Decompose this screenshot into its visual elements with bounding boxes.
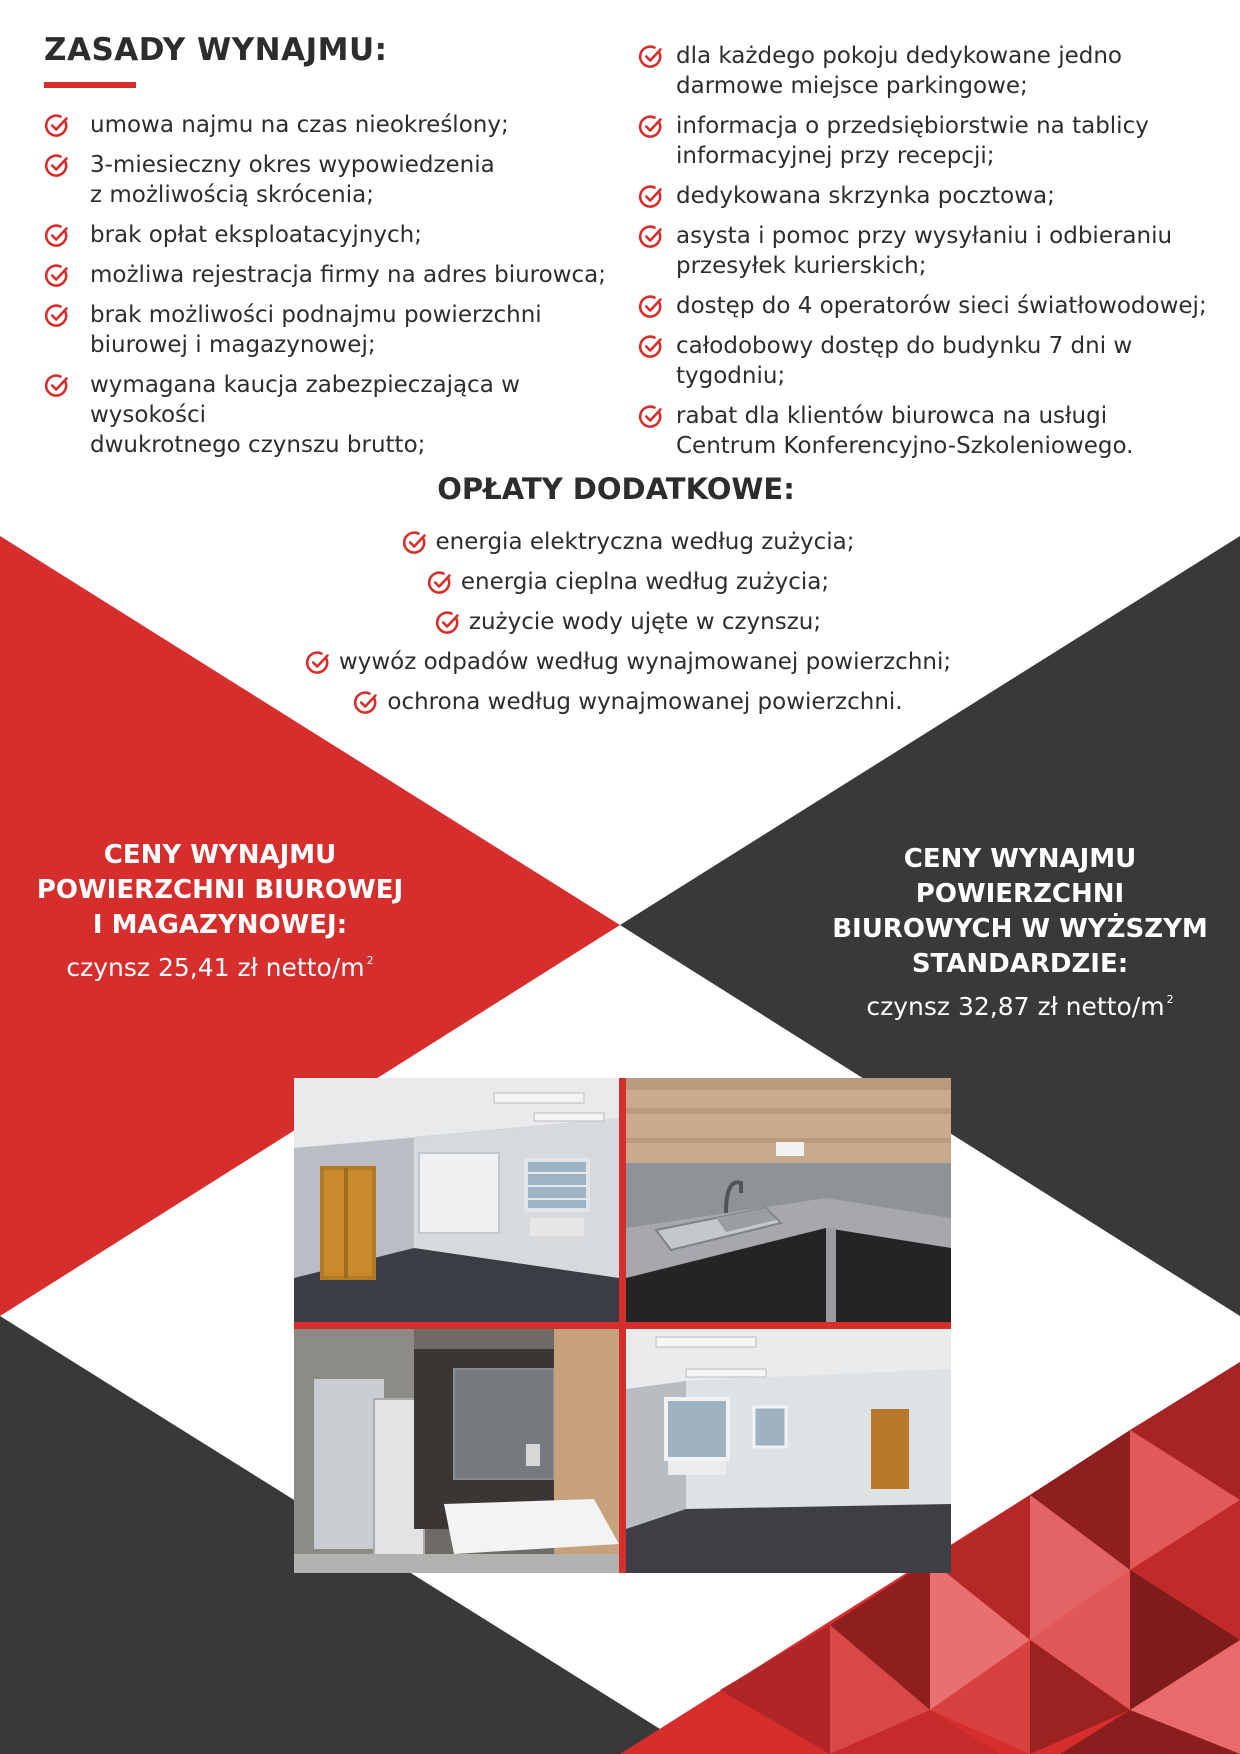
price-box-office-warehouse <box>10 838 430 986</box>
rent-label: czynsz 32,87 zł netto/m <box>866 992 1165 1021</box>
checklist-item <box>44 150 624 210</box>
price-rent-premium-office <box>810 982 1230 1025</box>
checklist-item <box>638 291 1238 321</box>
checklist-item <box>638 41 1238 101</box>
checklist-item-text: możliwa rejestracja firmy na adres biurowca; <box>90 262 607 288</box>
check-circle-icon <box>44 263 70 289</box>
checklist-item <box>638 221 1238 281</box>
title-underline <box>44 82 136 88</box>
unit-superscript: 2 <box>1166 993 1174 1006</box>
check-circle-icon <box>44 373 70 399</box>
extra-fee-text: wywóz odpadów według wynajmowanej powierzchni; <box>338 649 952 675</box>
check-circle-icon <box>638 224 664 250</box>
photo-kitchenette <box>626 1078 951 1322</box>
rules-title: ZASADY WYNAJMU: <box>44 32 388 68</box>
check-circle-icon <box>638 184 664 210</box>
check-circle-icon <box>402 530 428 556</box>
checklist-item-text: asysta i pomoc przy wysyłaniu i odbieraniu przesyłek kurierskich; <box>676 223 1173 279</box>
price-rent-office-warehouse <box>10 943 430 986</box>
unit-superscript: 2 <box>366 954 374 967</box>
extra-fee-item <box>0 647 1240 677</box>
price-title-office-warehouse: CENY WYNAJMU POWIERZCHNI BIUROWEJ I MAGAZYNOWEJ: <box>36 840 404 940</box>
extra-fee-text: energia elektryczna według zużycia; <box>435 529 855 555</box>
check-circle-icon <box>638 334 664 360</box>
checklist-item-text: umowa najmu na czas nieokreślony; <box>90 112 509 138</box>
extra-fee-item <box>0 527 1240 557</box>
photo-grid <box>294 1078 951 1573</box>
checklist-item-text: dedykowana skrzynka pocztowa; <box>676 183 1055 209</box>
photo-office-windows <box>626 1329 951 1573</box>
checklist-item-text: brak opłat eksploatacyjnych; <box>90 222 422 248</box>
extra-fee-item <box>0 567 1240 597</box>
checklist-item <box>44 110 624 140</box>
checklist-item <box>638 111 1238 171</box>
extra-fee-text: energia cieplna według zużycia; <box>460 569 830 595</box>
photo-office-room <box>294 1078 619 1322</box>
check-circle-icon <box>638 114 664 140</box>
checklist-item-text: wymagana kaucja zabezpieczająca w wysokości dwukrotnego czynszu brutto; <box>90 372 520 458</box>
price-box-premium-office <box>810 842 1230 1025</box>
check-circle-icon <box>44 223 70 249</box>
check-circle-icon <box>435 610 461 636</box>
rules-list-left <box>44 110 624 470</box>
checklist-item <box>44 260 624 290</box>
price-title-premium-office: CENY WYNAJMU POWIERZCHNI BIUROWYCH W WYŻSZYM STANDARDZIE: <box>832 844 1208 979</box>
extra-fee-item <box>0 607 1240 637</box>
check-circle-icon <box>638 294 664 320</box>
extra-fees-title: OPŁATY DODATKOWE: <box>437 472 795 506</box>
checklist-item <box>44 370 624 460</box>
extra-fee-text: ochrona według wynajmowanej powierzchni. <box>387 689 903 715</box>
checklist-item <box>638 401 1238 461</box>
checklist-item-text: 3-miesieczny okres wypowiedzenia z możliwością skrócenia; <box>90 152 495 208</box>
check-circle-icon <box>44 153 70 179</box>
checklist-item <box>44 300 624 360</box>
extra-fee-item <box>0 687 1240 717</box>
extra-fee-text: zużycie wody ujęte w czynszu; <box>468 609 822 635</box>
checklist-item-text: dla każdego pokoju dedykowane jedno darmowe miejsce parkingowe; <box>676 43 1122 99</box>
check-circle-icon <box>44 303 70 329</box>
check-circle-icon <box>638 404 664 430</box>
rent-label: czynsz 25,41 zł netto/m <box>66 953 365 982</box>
checklist-item-text: informacja o przedsiębiorstwie na tablicy informacyjnej przy recepcji; <box>676 113 1149 169</box>
extra-fees-list <box>0 527 1240 727</box>
check-circle-icon <box>44 113 70 139</box>
check-circle-icon <box>638 44 664 70</box>
check-circle-icon <box>353 690 379 716</box>
checklist-item-text: całodobowy dostęp do budynku 7 dni w tygodniu; <box>676 333 1133 389</box>
checklist-item-text: brak możliwości podnajmu powierzchni biurowej i magazynowej; <box>90 302 542 358</box>
checklist-item <box>638 181 1238 211</box>
checklist-item <box>44 220 624 250</box>
check-circle-icon <box>305 650 331 676</box>
rules-list-right <box>638 41 1238 471</box>
photo-washroom <box>294 1329 619 1573</box>
checklist-item-text: rabat dla klientów biurowca na usługi Centrum Konferencyjno-Szkoleniowego. <box>676 403 1134 459</box>
checklist-item-text: dostęp do 4 operatorów sieci światłowodowej; <box>676 293 1207 319</box>
checklist-item <box>638 331 1238 391</box>
check-circle-icon <box>427 570 453 596</box>
